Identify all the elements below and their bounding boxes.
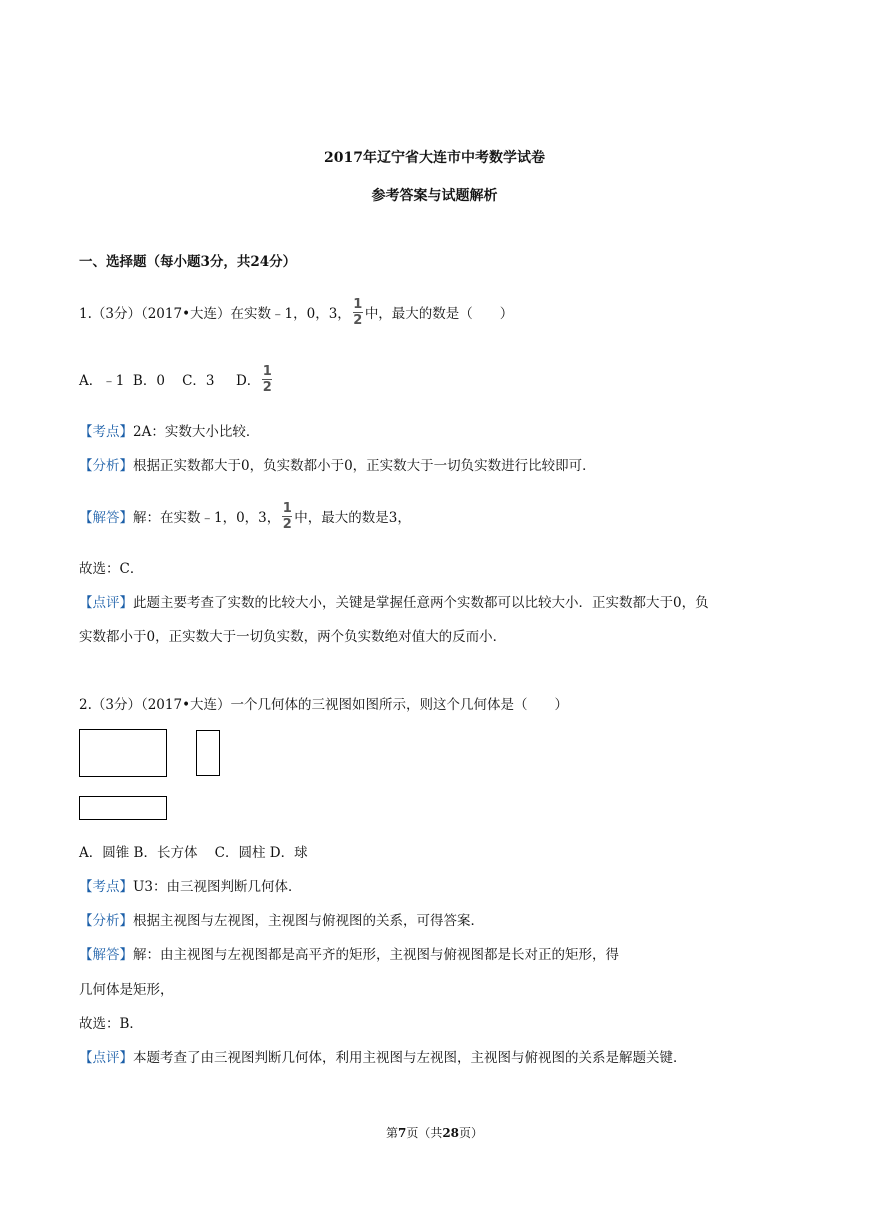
footer-middle: 页（共	[406, 1126, 443, 1140]
q2-fenxi-text: 根据主视图与左视图，主视图与俯视图的关系，可得答案．	[133, 913, 484, 929]
q1-dianping-text-1: 此题主要考查了实数的比较大小，关键是掌握任意两个实数都可以比较大小．正实数都大于0，负	[133, 595, 709, 611]
section-heading: 一、选择题（每小题3分，共24分）	[79, 254, 297, 270]
q2-dianping	[79, 1046, 687, 1066]
page-footer	[0, 1124, 869, 1141]
q1-jieda-before: 解：在实数﹣1，0，3，	[133, 510, 281, 526]
document-subtitle: 参考答案与试题解析	[371, 188, 498, 204]
question-1-stem	[79, 293, 513, 331]
q1-opt-frac-num: 1	[262, 363, 272, 379]
question-1-options	[79, 360, 274, 398]
dianping-tag: 【点评】	[79, 595, 133, 611]
q1-fraction	[353, 298, 363, 327]
q1-jieda-frac-num: 1	[282, 500, 292, 516]
q1-stem-before: 1.（3分）（2017•大连）在实数﹣1，0，3，	[79, 306, 351, 322]
q2-jieda-text-1: 解：由主视图与左视图都是高平齐的矩形，主视图与俯视图都是长对正的矩形，得	[133, 947, 619, 963]
q1-dianping	[79, 591, 709, 611]
q1-jieda-fraction	[282, 502, 292, 531]
q2-kaodian-text: U3：由三视图判断几何体．	[133, 879, 302, 895]
q1-stem-after: 中，最大的数是（ ）	[364, 306, 514, 322]
q1-guxuan: 故选：C．	[79, 561, 144, 577]
top-view-rectangle	[79, 796, 167, 820]
q1-fenxi	[79, 454, 596, 474]
q2-guxuan: 故选：B．	[79, 1016, 143, 1032]
question-2-options: A．圆锥 B．长方体 C．圆柱 D．球	[79, 845, 308, 861]
q1-kaodian-text: 2A：实数大小比较．	[133, 424, 260, 440]
q1-opt-frac-den: 2	[262, 379, 272, 395]
q1-fenxi-text: 根据正实数都大于0，负实数都小于0，正实数大于一切负实数进行比较即可．	[133, 458, 596, 474]
fenxi-tag: 【分析】	[79, 913, 133, 929]
dianping-tag: 【点评】	[79, 1050, 133, 1066]
q2-fenxi	[79, 909, 484, 929]
q2-jieda	[79, 943, 619, 963]
kaodian-tag: 【考点】	[79, 424, 133, 440]
jieda-tag: 【解答】	[79, 510, 133, 526]
fenxi-tag: 【分析】	[79, 458, 133, 474]
q1-option-d-fraction	[262, 365, 272, 394]
page-number: 7	[397, 1126, 407, 1140]
q2-jieda-text-2: 几何体是矩形，	[79, 982, 174, 998]
document-title: 2017年辽宁省大连市中考数学试卷	[324, 150, 545, 166]
kaodian-tag: 【考点】	[79, 879, 133, 895]
side-view-rectangle	[196, 730, 220, 776]
jieda-tag: 【解答】	[79, 947, 133, 963]
q1-jieda	[79, 497, 411, 535]
q2-kaodian	[79, 875, 301, 895]
total-pages: 28	[442, 1126, 460, 1140]
q1-kaodian	[79, 420, 259, 440]
q1-jieda-frac-den: 2	[282, 516, 292, 532]
q1-jieda-after: 中，最大的数是3，	[294, 510, 411, 526]
q2-dianping-text: 本题考查了由三视图判断几何体，利用主视图与左视图，主视图与俯视图的关系是解题关键．	[133, 1050, 687, 1066]
footer-prefix: 第	[385, 1126, 398, 1140]
q1-dianping-text-2: 实数都小于0，正实数大于一切负实数，两个负实数绝对值大的反而小．	[79, 629, 507, 645]
q1-options-text: A．﹣1 B．0 C．3 D．	[79, 373, 261, 389]
q1-frac-den: 2	[353, 312, 363, 328]
footer-suffix: 页）	[459, 1126, 484, 1140]
q1-frac-num: 1	[353, 296, 363, 312]
question-2-stem: 2.（3分）（2017•大连）一个几何体的三视图如图所示，则这个几何体是（ ）	[79, 697, 569, 713]
front-view-rectangle	[79, 729, 167, 777]
